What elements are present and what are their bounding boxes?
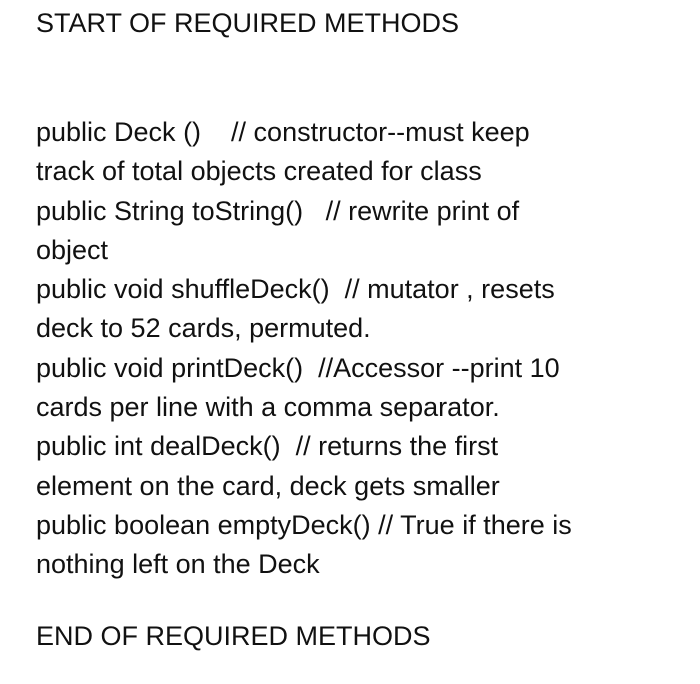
method-line: track of total objects created for class bbox=[36, 156, 482, 187]
method-line: public boolean emptyDeck() // True if there is bbox=[36, 509, 572, 540]
method-line: cards per line with a comma separator. bbox=[36, 392, 500, 423]
end-heading: END OF REQUIRED METHODS bbox=[36, 621, 431, 651]
method-line: object bbox=[36, 234, 109, 265]
method-line: public int dealDeck() // returns the first bbox=[36, 431, 499, 462]
method-line: public void printDeck() //Accessor --print 10 bbox=[36, 352, 560, 383]
method-line: public Deck () // constructor--must keep bbox=[36, 117, 530, 147]
method-line: public void shuffleDeck() // mutator , resets bbox=[36, 274, 555, 305]
method-line: nothing left on the Deck bbox=[36, 549, 320, 580]
start-heading: START OF REQUIRED METHODS bbox=[36, 8, 460, 38]
method-line: public String toString() // rewrite print of bbox=[36, 195, 520, 226]
method-line: element on the card, deck gets smaller bbox=[36, 470, 500, 501]
method-list bbox=[36, 113, 676, 585]
method-line: deck to 52 cards, permuted. bbox=[36, 313, 371, 344]
